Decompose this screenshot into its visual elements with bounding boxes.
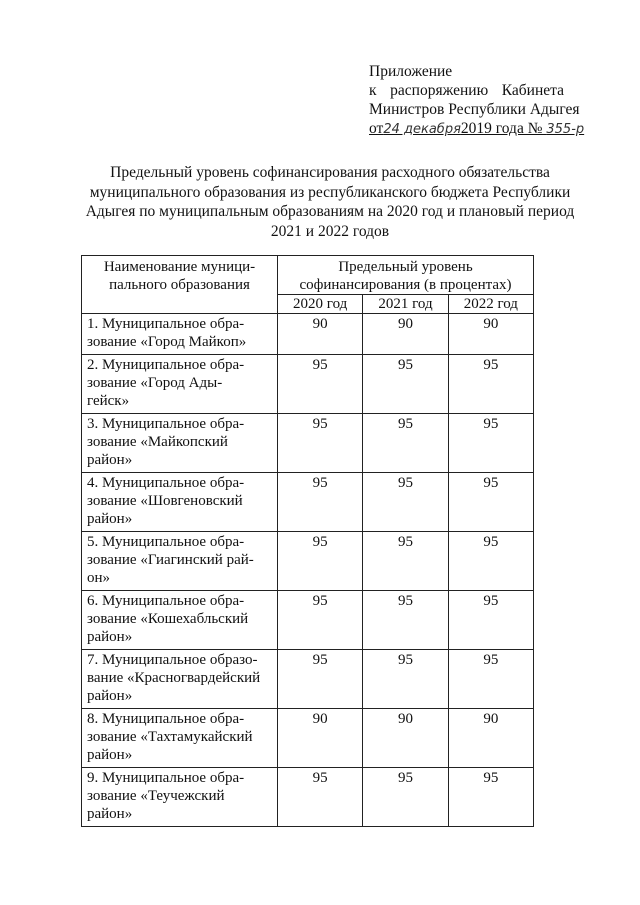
value-cell-2020: 95 — [278, 355, 363, 414]
municipality-name-cell — [82, 314, 278, 355]
municipality-name-line: он» — [87, 570, 111, 586]
value-cell-2020: 90 — [278, 314, 363, 355]
municipality-name-line: район» — [87, 629, 133, 645]
appendix-ref-cabinet: Кабинета — [501, 82, 564, 99]
municipality-name-line: вание «Красногвардейский — [87, 670, 261, 686]
municipality-name-line: 8. Муниципальное обра- — [87, 711, 245, 727]
appendix-date-line — [369, 119, 585, 139]
municipality-name-line: 6. Муниципальное обра- — [87, 593, 245, 609]
municipality-name-line: район» — [87, 452, 133, 468]
appendix-ministers: Министров Республики Адыгея — [369, 101, 580, 118]
municipality-name-line: зование «Гиагинский рай- — [87, 552, 254, 568]
value-cell-2020: 95 — [278, 532, 363, 591]
cofinancing-table — [81, 255, 534, 827]
municipality-name-line: зование «Теучежский — [87, 788, 225, 804]
handwritten-number: 355-р — [546, 122, 585, 137]
header-year-2022: 2022 год — [448, 295, 533, 314]
document-title: Предельный уровень софинансирования расходного обязательства муниципального образования из республиканского бюджета Республики Адыгея по муниципальным образованиям на 2020 год и плановый период 2021 и 2022 годов — [85, 164, 575, 240]
appendix-title: Приложение — [369, 63, 453, 80]
municipality-name-line: зование «Город Майкоп» — [87, 334, 247, 350]
table-row — [82, 768, 534, 827]
value-cell-2020: 95 — [278, 768, 363, 827]
municipality-name-line: 7. Муниципальное образо- — [87, 652, 258, 668]
table-row — [82, 650, 534, 709]
appendix-ref-order: распоряжению — [390, 82, 489, 99]
table-row — [82, 355, 534, 414]
value-cell-2022: 90 — [448, 314, 533, 355]
value-cell-2021: 95 — [363, 355, 448, 414]
municipality-name-cell — [82, 355, 278, 414]
value-cell-2020: 95 — [278, 591, 363, 650]
value-cell-2020: 95 — [278, 650, 363, 709]
value-cell-2021: 90 — [363, 709, 448, 768]
table-row — [82, 591, 534, 650]
date-prefix: от — [369, 120, 384, 137]
municipality-name-cell — [82, 473, 278, 532]
municipality-name-line: 4. Муниципальное обра- — [87, 475, 245, 491]
table-row — [82, 414, 534, 473]
handwritten-date: 24 декабря — [383, 122, 461, 137]
table-row — [82, 473, 534, 532]
municipality-name-cell — [82, 650, 278, 709]
value-cell-2021: 90 — [363, 314, 448, 355]
table-body — [82, 314, 534, 827]
value-cell-2020: 95 — [278, 473, 363, 532]
municipality-name-line: гейск» — [87, 393, 130, 409]
appendix-ref-k: к — [369, 82, 377, 99]
value-cell-2022: 90 — [448, 709, 533, 768]
municipality-name-line: район» — [87, 806, 133, 822]
value-cell-2022: 95 — [448, 768, 533, 827]
municipality-name-cell — [82, 532, 278, 591]
header-municipality: Наименование муници-пального образования — [82, 256, 278, 314]
table-row — [82, 532, 534, 591]
value-cell-2021: 95 — [363, 473, 448, 532]
municipality-name-line: зование «Город Ады- — [87, 375, 223, 391]
value-cell-2022: 95 — [448, 532, 533, 591]
value-cell-2022: 95 — [448, 591, 533, 650]
municipality-name-line: район» — [87, 747, 133, 763]
value-cell-2022: 95 — [448, 414, 533, 473]
value-cell-2021: 95 — [363, 532, 448, 591]
table-row — [82, 709, 534, 768]
municipality-name-cell — [82, 591, 278, 650]
appendix-reference — [369, 81, 564, 100]
municipality-name-line: зование «Тахтамукайский — [87, 729, 253, 745]
value-cell-2021: 95 — [363, 591, 448, 650]
value-cell-2020: 90 — [278, 709, 363, 768]
municipality-name-line: 5. Муниципальное обра- — [87, 534, 245, 550]
header-cofinancing-level: Предельный уровень софинансирования (в процентах) — [278, 256, 534, 295]
municipality-name-line: зование «Кошехабльский — [87, 611, 249, 627]
municipality-name-line: район» — [87, 511, 133, 527]
municipality-name-line: 3. Муниципальное обра- — [87, 416, 245, 432]
value-cell-2022: 95 — [448, 473, 533, 532]
table-row — [82, 314, 534, 355]
value-cell-2021: 95 — [363, 768, 448, 827]
value-cell-2022: 95 — [448, 650, 533, 709]
appendix-block — [369, 62, 585, 139]
municipality-name-cell — [82, 709, 278, 768]
header-year-2021: 2021 год — [363, 295, 448, 314]
municipality-name-line: 9. Муниципальное обра- — [87, 770, 245, 786]
value-cell-2020: 95 — [278, 414, 363, 473]
value-cell-2021: 95 — [363, 414, 448, 473]
date-middle: 2019 года № — [460, 120, 543, 137]
municipality-name-line: зование «Майкопский — [87, 434, 228, 450]
value-cell-2021: 95 — [363, 650, 448, 709]
municipality-name-line: зование «Шовгеновский — [87, 493, 243, 509]
header-year-2020: 2020 год — [278, 295, 363, 314]
municipality-name-line: район» — [87, 688, 133, 704]
municipality-name-line: 2. Муниципальное обра- — [87, 357, 245, 373]
municipality-name-line: 1. Муниципальное обра- — [87, 316, 245, 332]
municipality-name-cell — [82, 768, 278, 827]
value-cell-2022: 95 — [448, 355, 533, 414]
municipality-name-cell — [82, 414, 278, 473]
